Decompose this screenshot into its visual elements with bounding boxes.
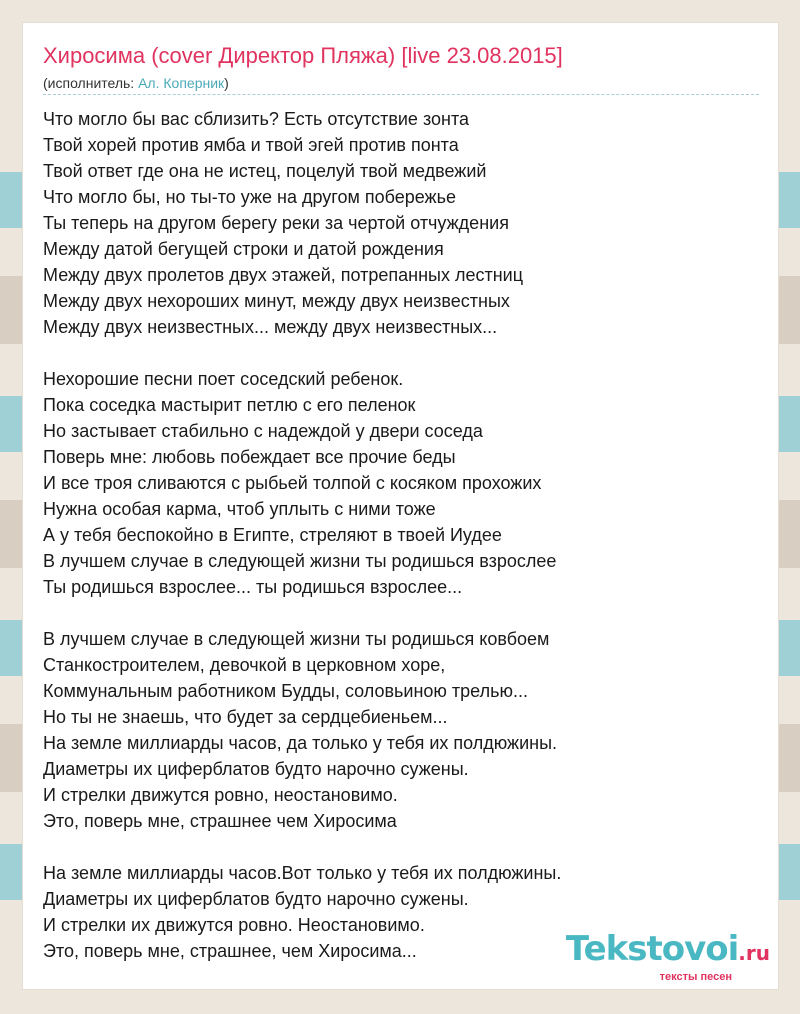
stanza: [43, 106, 759, 340]
lyric-line: Но застывает стабильно с надеждой у двери соседа: [43, 421, 483, 441]
lyric-line: А у тебя беспокойно в Египте, стреляют в твоей Иудее: [43, 525, 502, 545]
lyric-line: Диаметры их циферблатов будто нарочно сужены.: [43, 759, 469, 779]
lyrics-text: [43, 106, 759, 990]
lyric-line: Коммунальным работником Будды, соловьиною трелью...: [43, 681, 528, 701]
logo-name: Tekstovoi: [565, 929, 739, 969]
lyric-line: Это, поверь мне, страшнее, чем Хиросима...: [43, 941, 417, 961]
performer-prefix: (исполнитель:: [43, 75, 139, 91]
site-logo[interactable]: [566, 931, 770, 983]
lyric-line: В лучшем случае в следующей жизни ты родишься ковбоем: [43, 629, 550, 649]
lyric-line: Между двух пролетов двух этажей, потрепанных лестниц: [43, 265, 524, 285]
performer-suffix: ): [224, 75, 229, 91]
logo-tagline: тексты песен: [659, 971, 732, 983]
stanza: [43, 626, 759, 834]
lyric-line: И стрелки движутся ровно, неостановимо.: [43, 785, 398, 805]
lyric-line: Диаметры их циферблатов будто нарочно сужены.: [43, 889, 469, 909]
lyric-line: Нехорошие песни поет соседский ребенок.: [43, 369, 404, 389]
lyric-line: Между двух неизвестных... между двух неизвестных...: [43, 317, 498, 337]
lyric-line: И все троя сливаются с рыбьей толпой с косяком прохожих: [43, 473, 542, 493]
lyric-line: Твой хорей против ямба и твой эгей против понта: [43, 135, 459, 155]
lyric-line: Поверь мне: любовь побеждает все прочие беды: [43, 447, 456, 467]
performer-line: [43, 74, 229, 92]
lyric-line: Нужна особая карма, чтоб уплыть с ними тоже: [43, 499, 436, 519]
lyric-line: На земле миллиарды часов.Вот только у тебя их полдюжины.: [43, 863, 562, 883]
lyrics-card: [22, 22, 779, 990]
title-divider: [43, 94, 759, 95]
stanza: [43, 366, 759, 600]
lyric-line: Между датой бегущей строки и датой рождения: [43, 239, 444, 259]
song-title: Хиросима (cover Директор Пляжа) [live 23.08.2015]: [43, 43, 563, 68]
lyric-line: В лучшем случае в следующей жизни ты родишься взрослее: [43, 551, 557, 571]
lyric-line: Это, поверь мне, страшнее чем Хиросима: [43, 811, 397, 831]
lyric-line: Ты теперь на другом берегу реки за чертой отчуждения: [43, 213, 509, 233]
lyric-line: Пока соседка мастырит петлю с его пеленок: [43, 395, 416, 415]
lyric-line: Ты родишься взрослее... ты родишься взрослее...: [43, 577, 463, 597]
lyric-line: Что могло бы вас сблизить? Есть отсутствие зонта: [43, 109, 469, 129]
logo-wordmark: [566, 931, 770, 971]
lyric-line: И стрелки их движутся ровно. Неостановимо.: [43, 915, 425, 935]
logo-tld: .ru: [738, 941, 770, 965]
lyric-line: Станкостроителем, девочкой в церковном хоре,: [43, 655, 446, 675]
lyric-line: Что могло бы, но ты-то уже на другом побережье: [43, 187, 456, 207]
lyric-line: Но ты не знаешь, что будет за сердцебиеньем...: [43, 707, 448, 727]
performer-link[interactable]: Ал. Коперник: [138, 75, 225, 91]
lyric-line: Между двух нехороших минут, между двух неизвестных: [43, 291, 510, 311]
lyric-line: На земле миллиарды часов, да только у тебя их полдюжины.: [43, 733, 558, 753]
lyric-line: Твой ответ где она не истец, поцелуй твой медвежий: [43, 161, 487, 181]
